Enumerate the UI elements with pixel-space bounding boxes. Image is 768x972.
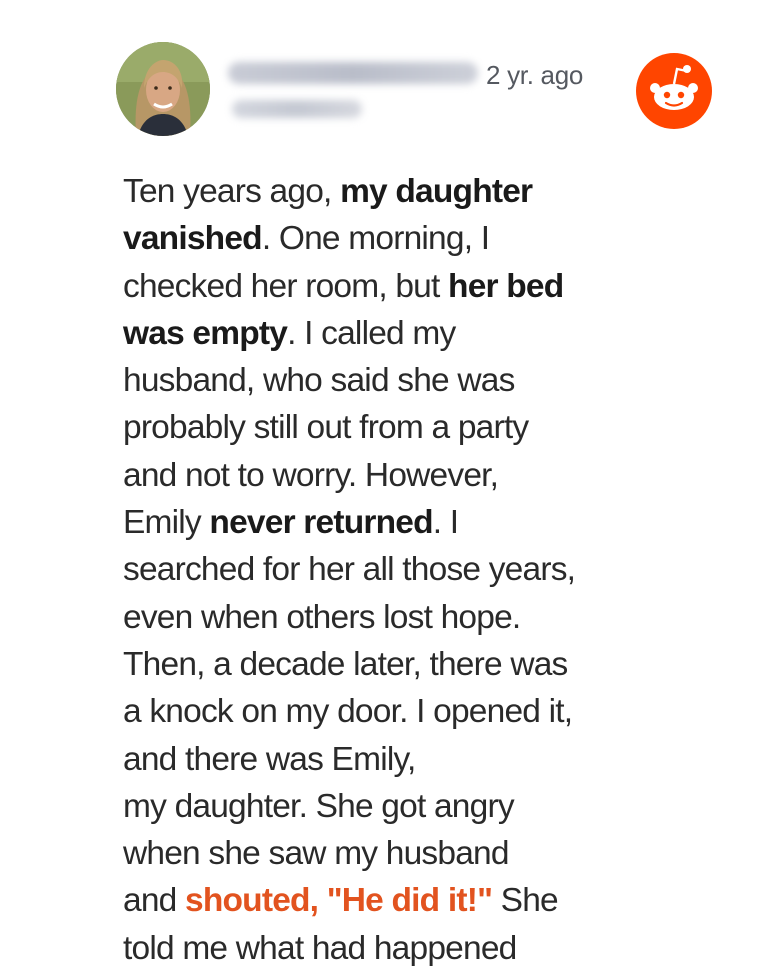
comment-line <box>123 357 663 404</box>
comment-line <box>123 925 663 972</box>
text-segment: Then, a decade later, there was <box>123 645 568 683</box>
comment-line <box>123 310 663 357</box>
text-segment: even when others lost hope. <box>123 598 521 636</box>
comment-line <box>123 452 663 499</box>
comment-line <box>123 168 663 215</box>
comment-line <box>123 877 663 924</box>
bold-text: my daughter <box>340 173 533 210</box>
text-segment: and not to worry. However, <box>123 456 499 494</box>
comment-line <box>123 594 663 641</box>
comment-body <box>123 168 663 972</box>
comment-line <box>123 404 663 451</box>
text-segment: my daughter. She got angry <box>123 787 514 825</box>
author-detail-redacted <box>232 100 362 118</box>
comment-line <box>123 263 663 310</box>
text-segment: when she saw my husband <box>123 835 509 873</box>
text-segment: probably still out from a party <box>123 409 529 447</box>
timestamp: 2 yr. ago <box>486 60 584 90</box>
text-segment: Ten years ago, <box>123 173 341 210</box>
text-segment: husband, who said she was <box>123 362 515 400</box>
text-segment: Emily <box>123 504 210 542</box>
bold-text: never returned <box>209 504 433 542</box>
comment-line <box>123 783 663 830</box>
text-segment: a knock on my door. I opened it, <box>123 693 573 731</box>
bold-text: her bed <box>448 267 564 305</box>
comment-line <box>123 215 663 262</box>
comment-line <box>123 830 663 877</box>
reddit-icon[interactable] <box>636 53 712 129</box>
comment-line <box>123 641 663 688</box>
text-segment: told me what had happened <box>123 929 517 967</box>
highlighted-quote: shouted, "He did it!" <box>185 882 493 920</box>
bold-text: was empty <box>123 314 288 352</box>
text-segment: and <box>123 882 186 920</box>
text-segment: . I <box>432 504 459 542</box>
username-redacted[interactable] <box>228 62 478 84</box>
text-segment: searched for her all those years, <box>123 551 576 589</box>
text-segment: checked her room, but <box>123 267 449 305</box>
text-segment: She <box>492 882 558 920</box>
avatar[interactable] <box>116 42 210 136</box>
text-segment: and there was Emily, <box>123 740 416 778</box>
text-segment: . I called my <box>287 314 456 352</box>
comment-line <box>123 736 663 783</box>
comment-line <box>123 499 663 546</box>
text-segment: . One morning, I <box>261 220 490 258</box>
comment-line <box>123 546 663 593</box>
comment-line <box>123 688 663 735</box>
bold-text: vanished <box>123 220 262 258</box>
